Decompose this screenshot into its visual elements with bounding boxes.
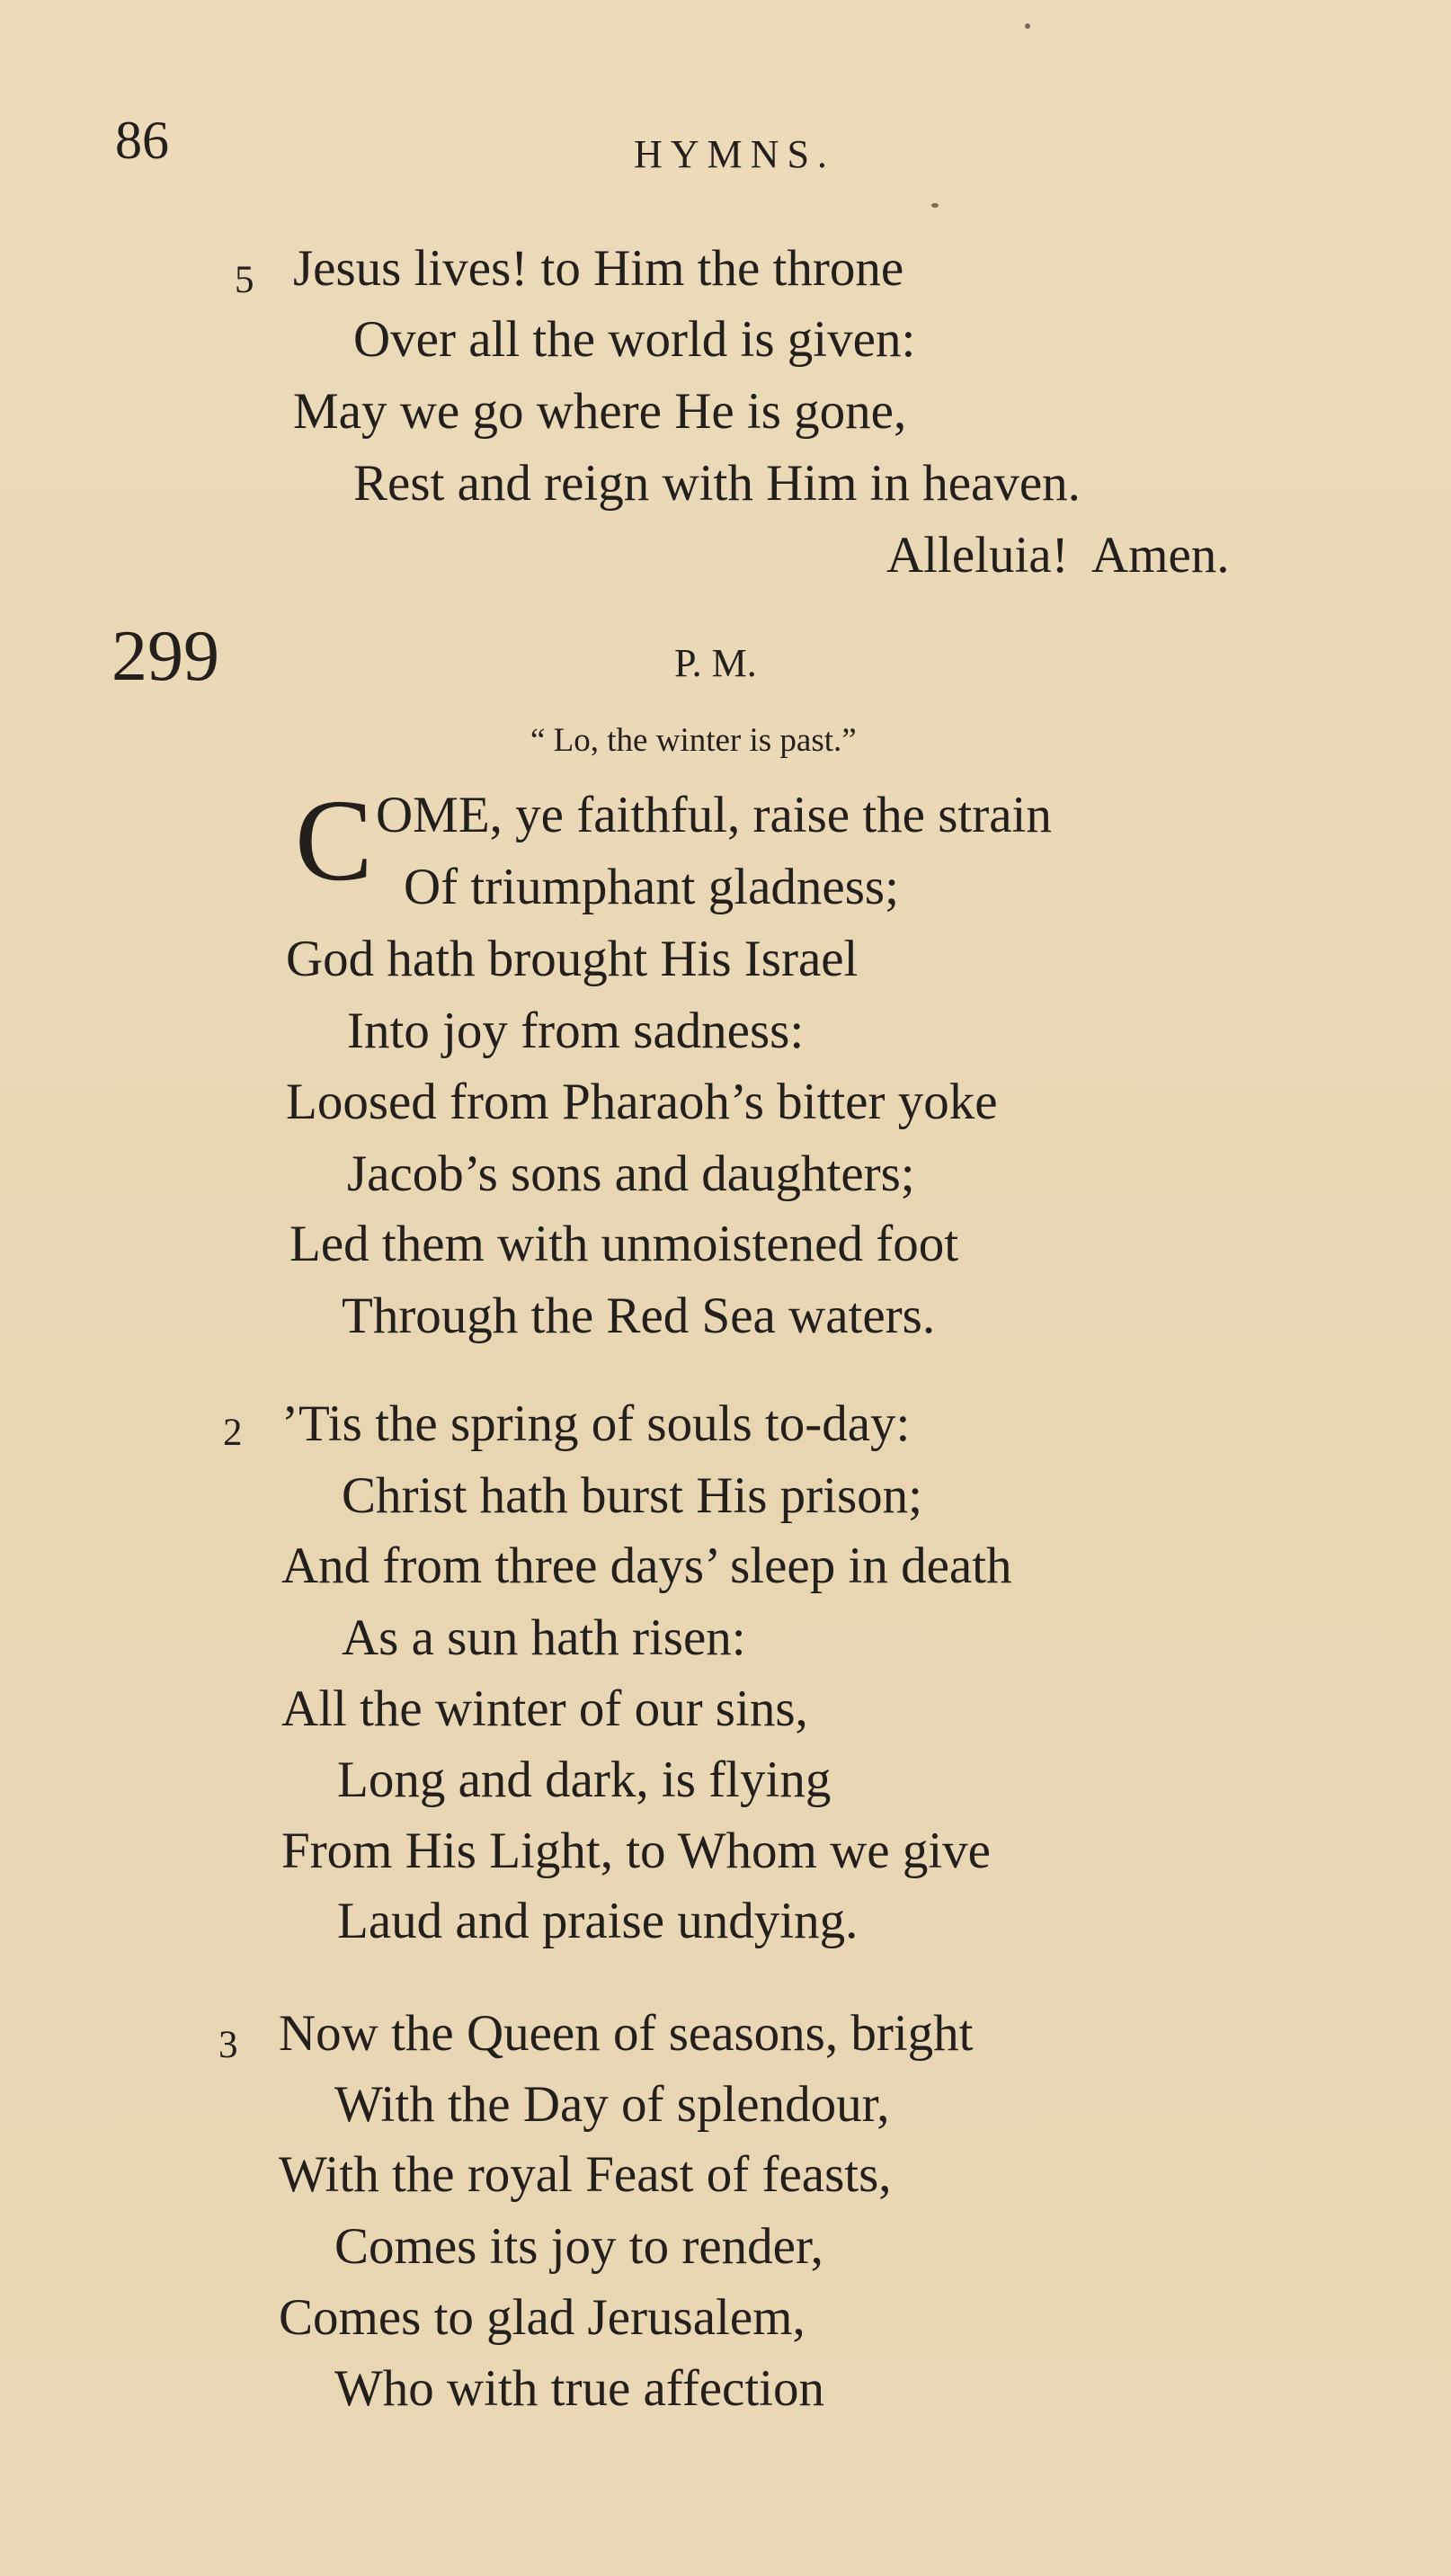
hymn-line: With the royal Feast of feasts, <box>279 2146 892 2203</box>
hymn-line: Jacob’s sons and daughters; <box>347 1145 915 1202</box>
hymn-line: Over all the world is given: <box>353 311 916 368</box>
hymn-line: Comes to glad Jerusalem, <box>279 2289 806 2346</box>
hymn-line: Through the Red Sea waters. <box>342 1288 936 1344</box>
paper-speck <box>931 203 939 208</box>
hymn-line: From His Light, to Whom we give <box>281 1823 991 1879</box>
paper-speck <box>1025 23 1030 29</box>
verse-number: 5 <box>235 259 254 301</box>
hymn-line: Led them with unmoistened foot <box>289 1216 959 1272</box>
hymn-line: ’Tis the spring of souls to-day: <box>281 1395 911 1452</box>
running-head: HYMNS. <box>634 132 835 176</box>
hymn-line: Long and dark, is flying <box>337 1752 832 1808</box>
hymn-line: Into joy from sadness: <box>347 1003 805 1059</box>
drop-cap: C <box>295 776 373 905</box>
hymn-line: Of triumphant gladness; <box>404 859 899 915</box>
page-number: 86 <box>115 111 169 170</box>
verse-number: 3 <box>218 2024 238 2066</box>
hymn-epigraph: “ Lo, the winter is past.” <box>530 722 857 759</box>
hymn-line: As a sun hath risen: <box>342 1609 746 1666</box>
hymn-line: Rest and reign with Him in heaven. <box>353 455 1081 512</box>
hymn-line: God hath brought His Israel <box>286 931 859 987</box>
hymn-line: Comes its joy to render, <box>334 2218 823 2275</box>
hymn-line: OME, ye faithful, raise the strain <box>376 787 1052 843</box>
refrain-line: Alleluia! Amen. <box>886 527 1230 584</box>
hymn-line: Christ hath burst His prison; <box>342 1467 923 1524</box>
hymn-meter: P. M. <box>674 641 757 685</box>
hymn-line: Loosed from Pharaoh’s bitter yoke <box>286 1074 998 1130</box>
hymn-number: 299 <box>111 617 219 696</box>
hymn-line: With the Day of splendour, <box>334 2076 890 2133</box>
hymn-line: May we go where He is gone, <box>293 383 907 440</box>
hymn-line: Laud and praise undying. <box>337 1893 859 1949</box>
hymn-line: Jesus lives! to Him the throne <box>293 240 904 297</box>
hymn-line: All the winter of our sins, <box>281 1680 808 1737</box>
hymn-line: Now the Queen of seasons, bright <box>279 2005 974 2062</box>
verse-number: 2 <box>223 1412 243 1454</box>
hymn-line: Who with true affection <box>334 2360 825 2417</box>
hymn-line: And from three days’ sleep in death <box>281 1538 1012 1594</box>
